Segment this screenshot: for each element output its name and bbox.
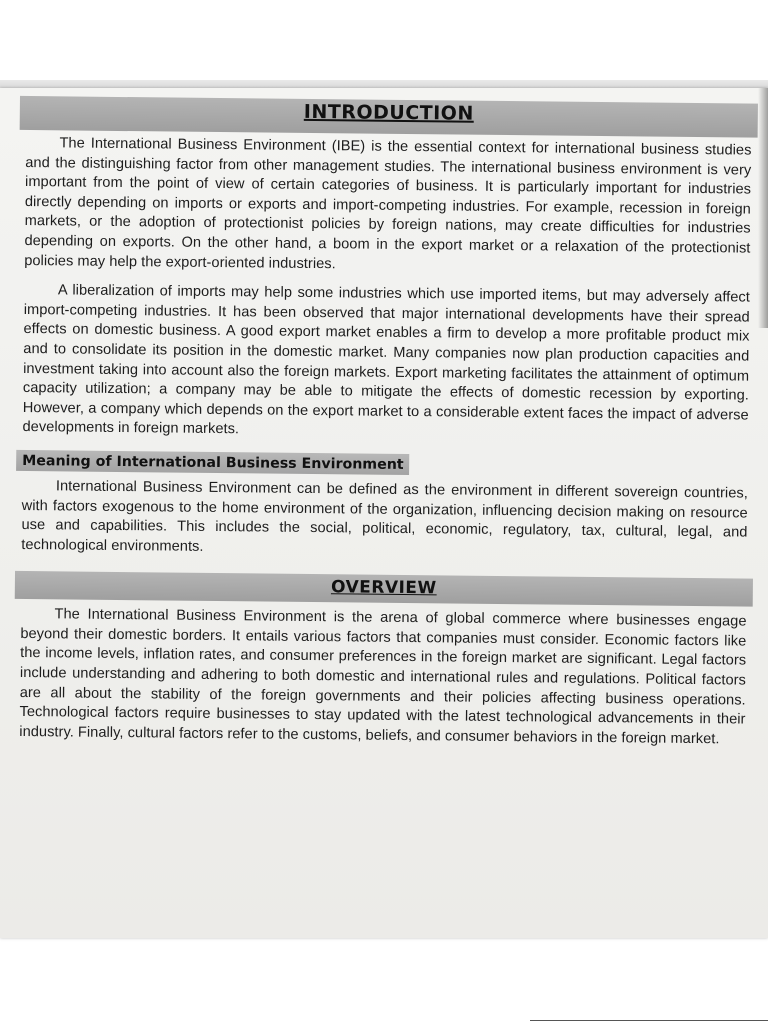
overview-header-band: [15, 571, 753, 607]
introduction-paragraph-1: The International Business Environment (IBE) is the essential context for international business studies and the distinguishing factor from other management studies. The international business environment is very important from the point of view of certain categories of business. It is particularly important for industries directly depending on imports or exports and import-competing industries. For example, recession in foreign markets, or the adoption of protectionist policies by foreign nations, may create difficulties for industries depending on exports. On the other hand, a boom in the export market or a relaxation of the protectionist policies may help the export-oriented industries.: [24, 135, 752, 272]
overview-heading: OVERVIEW: [330, 577, 437, 599]
meaning-paragraph: International Business Environment can be defined as the environment in different sovereign countries, with factors exogenous to the home environment of the organization, influencing decision making on resource use and capabilities. This includes the social, political, economic, regulatory, tax, cultural, legal, and technological environments.: [21, 478, 748, 555]
introduction-paragraph-2: A liberalization of imports may help some industries which use imported items, but may adversely affect import-competing industries. It has been observed that major international developments have their spread effects on domestic business. A good export market enables a firm to develop a more profitable product mix and to consolidate its position in the domestic market. Many companies now plan production capacities and investment taking into account also the foreign markets. Export marketing facilitates the attainment of optimum capacity utilization; a company may be able to mitigate the effects of domestic recession by exporting. However, a company which depends on the export market to a considerable extent faces the impact of adverse developments in foreign markets.: [22, 282, 751, 438]
overview-paragraph: The International Business Environment is the arena of global commerce where businesses engage beyond their domestic borders. It entails various factors that companies must consider. Economic factors like the income levels, inflation rates, and consumer preferences in the foreign market are significant. Legal factors include understanding and adhering to both domestic and international rules and regulations. Political factors are all about the stability of the foreign governments and their policies affecting business operations. Technological factors require businesses to stay updated with the latest technological advancements in their industry. Finally, cultural factors refer to the customs, beliefs, and consumer behaviors in the foreign market.: [19, 606, 747, 748]
introduction-heading: INTRODUCTION: [303, 100, 474, 125]
page-fold-shadow: [758, 88, 768, 328]
page-content: [19, 96, 752, 750]
introduction-header-band: [20, 96, 758, 138]
meaning-heading: Meaning of International Business Environment: [16, 450, 410, 475]
bottom-rule: [530, 1020, 768, 1021]
